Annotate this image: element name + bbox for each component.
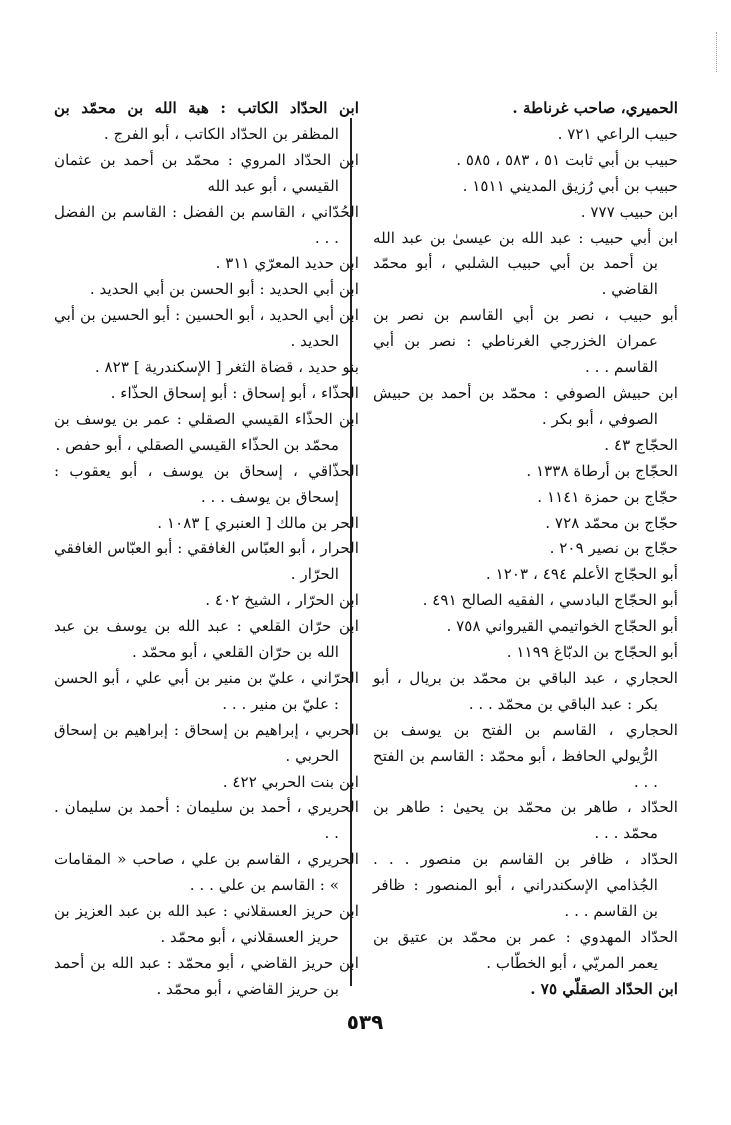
right-column (373, 96, 678, 1003)
index-entry: الحدّاد ، طاهر بن محمّد بن يحيىٰ : طاهر بن محمّد . . . (373, 798, 678, 843)
index-entry: الحريري ، أحمد بن سليمان : أحمد بن سليمان . . . (54, 798, 359, 843)
index-entry: أبو الحجّاج الخواتيمي القيرواني ٧٥٨ . (446, 617, 678, 636)
index-entry: ابن حريز القاضي ، أبو محمّد : عبد الله بن أحمد بن حريز القاضي ، أبو محمّد . (54, 953, 359, 998)
left-column (54, 96, 359, 1003)
index-entry: ابن أبي حبيب : عبد الله بن عيسىٰ بن عبد الله بن أحمد بن أبي حبيب الشلبي ، أبو محمّد القاضي . (373, 228, 678, 299)
index-entry: حبيب الراعي ٧٢١ . (557, 124, 678, 143)
index-entry: الحربي ، إبراهيم بن إسحاق : إبراهيم بن إسحاق الحربي . (54, 720, 359, 765)
index-entry: الحرار ، أبو العبّاس الغافقي : أبو العبّاس الغافقي الحرّار . (54, 539, 359, 584)
index-entry: الحذّاقي ، إسحاق بن يوسف ، أبو يعقوب : إسحاق بن يوسف . . . (54, 461, 359, 506)
index-entry: ابن الحدّاد الصقلّي ٧٥ . (530, 979, 678, 998)
index-entry: ابن حبيب ٧٧٧ . (580, 202, 678, 221)
index-entry: أبو حبيب ، نصر بن أبي القاسم بن نصر بن عمران الخزرجي الغرناطي : نصر بن أبي القاسم . . . (373, 306, 678, 377)
index-entry: ابن الحدّاد المروي : محمّد بن أحمد بن عثمان القيسي ، أبو عبد الله (54, 150, 359, 195)
index-entry: الحجاري ، عبد الباقي بن محمّد بن بريال ، أبو بكر : عبد الباقي بن محمّد . . . (373, 668, 678, 713)
index-entry: أبو الحجّاج بن الدبّاغ ١١٩٩ . (506, 643, 678, 662)
index-entry: أبو الحجّاج البادسي ، الفقيه الصالح ٤٩١ . (422, 591, 678, 610)
index-entry: حجّاج بن حمزة ١١٤١ . (537, 487, 678, 506)
page-edge-marks (710, 32, 717, 72)
index-entry: الحريري ، القاسم بن علي ، صاحب « المقامات » : القاسم بن علي . . . (54, 850, 359, 895)
index-entry: بنو حديد ، قضاة الثغر [ الإسكندرية ] ٨٢٣ . (94, 358, 359, 377)
index-entry (54, 96, 359, 148)
index-entry: الحدّاد المهدوي : عمر بن محمّد بن عتيق بن يعمر المريّي ، أبو الخطّاب . (373, 928, 678, 972)
index-entry: الحجّاج ٤٣ . (604, 435, 678, 454)
index-entry: الحُدّاني ، القاسم بن الفضل : القاسم بن الفضل . . . (54, 202, 359, 247)
index-entry: ابن حديد المعرّي ٣١١ . (215, 254, 359, 273)
index-entry: الحذّاء ، أبو إسحاق : أبو إسحاق الحذّاء . (110, 383, 359, 402)
index-entry: حبيب بن أبي رُزيق المديني ١٥١١ . (462, 176, 678, 195)
index-entry: حجّاج بن محمّد ٧٢٨ . (545, 513, 678, 532)
index-entry: حجّاج بن نصير ٢٠٩ . (549, 539, 678, 558)
index-entry: ابن الحذّاء القيسي الصقلي : عمر بن يوسف بن محمّد بن الحذّاء القيسي الصقلي ، أبو حفص . (54, 409, 359, 454)
index-entry: حبيب بن أبي ثابت ٥١ ، ٥٨٣ ، ٥٨٥ . (456, 150, 678, 169)
index-entry: ابن حريز العسقلاني : عبد الله بن عبد العزيز بن حريز العسقلاني ، أبو محمّد . (54, 902, 359, 946)
index-entry: الحرّاني ، عليّ بن منير بن أبي علي ، أبو الحسن : عليّ بن منير . . . (54, 668, 359, 713)
index-entry: الحجّاج بن أرطاة ١٣٣٨ . (526, 461, 678, 480)
index-entry: ابن بنت الحربي ٤٢٢ . (222, 772, 359, 791)
index-entry: أبو الحجّاج الأعلم ٤٩٤ ، ١٢٠٣ . (485, 565, 678, 584)
index-entry: الحجاري ، القاسم بن الفتح بن يوسف بن الرُّيولي الحافظ ، أبو محمّد : القاسم بن الفتح . . . (373, 720, 678, 791)
index-entry: ابن حبيش الصوفي : محمّد بن أحمد بن حبيش الصوفي ، أبو بكر . (373, 383, 678, 428)
page-number: ٥٣٩ (346, 1010, 384, 1034)
entry-head: ابن الحدّاد الكاتب : هبة الله بن محمّد بن (54, 99, 359, 117)
index-entry: ابن حرّان القلعي : عبد الله بن يوسف بن عبد الله بن حرّان القلعي ، أبو محمّد . (54, 617, 359, 662)
index-entry: الحدّاد ، ظافر بن القاسم بن منصور . . . الجُذامي الإسكندراني ، أبو المنصور : ظافر بن القاسم . . . (373, 850, 678, 921)
entry-rest: المظفر بن الحدّاد الكاتب ، أبو الفرج . (103, 124, 339, 143)
index-entry: الحر بن مالك [ العنبري ] ١٠٨٣ . (157, 513, 359, 532)
index-entry: الحميري، صاحب غرناطة . (512, 99, 678, 117)
index-entry: ابن أبي الحديد : أبو الحسن بن أبي الحديد . (89, 280, 359, 299)
index-entry: ابن الحرّار ، الشيخ ٤٠٢ . (205, 591, 359, 610)
index-entry: ابن أبي الحديد ، أبو الحسين : أبو الحسين بن أبي الحديد . (54, 306, 359, 351)
